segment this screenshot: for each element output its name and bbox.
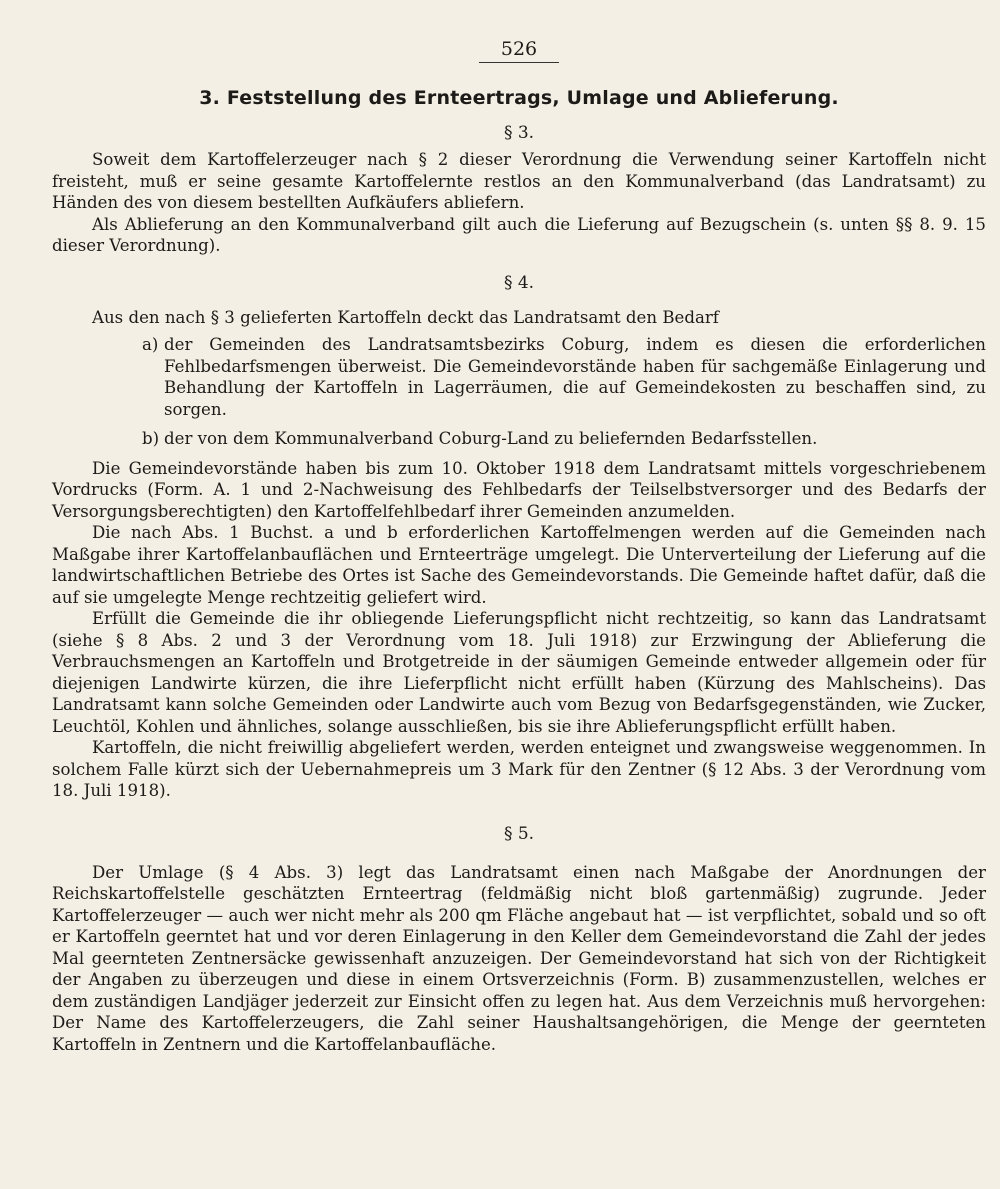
paragraph-5-text-1: Der Umlage (§ 4 Abs. 3) legt das Landratsamt einen nach Maßgabe der Anordnungen der Reichskartoffelstelle geschätzten Ernteertrag (feldmäßig nicht bloß gartenmäßig) zugrunde. Jeder Kartoffelerzeuger — auch wer nicht mehr als 200 qm Fläche angebaut hat — ist verpflichtet, sobald und so oft er Kartoffeln geerntet hat und vor deren Einlagerung in den Keller dem Gemeindevorstand die Zahl der jedes Mal geernteten Zentnersäcke gewissenhaft anzuzeigen. Der Gemeindevorstand hat sich von der Richtigkeit der Angaben zu überzeugen und diese in einem Ortsverzeichnis (Form. B) zusammenzustellen, welches er dem zuständigen Landjäger jederzeit zur Einsicht offen zu legen hat. Aus dem Verzeichnis muß hervorgehen: Der Name des Kartoffelerzeugers, die Zahl seiner Haushaltsangehörigen, die Menge der geernteten Kartoffeln in Zentnern und die Kartoffelanbaufläche. (52, 862, 986, 1054)
list-item-b-text: der von dem Kommunalverband Coburg-Land zu beliefernden Bedarfsstellen. (164, 429, 818, 448)
list-item-a (52, 334, 986, 420)
list-item-b-label: b) (142, 429, 160, 448)
list-item-b (52, 428, 986, 450)
paragraph-4-text-2: Die nach Abs. 1 Buchst. a und b erforderlichen Kartoffelmengen werden auf die Gemeinden nach Maßgabe ihrer Kartoffelanbauflächen und Ernteerträge umgelegt. Die Unterverteilung der Lieferung auf die landwirtschaftlichen Betriebe des Ortes ist Sache des Gemeindevorstands. Die Gemeinde haftet dafür, daß die auf sie umgelegte Menge rechtzeitig geliefert wird. (52, 523, 986, 607)
paragraph-3-heading: § 3. (503, 123, 535, 143)
paragraph-4-text-3: Erfüllt die Gemeinde die ihr obliegende Lieferungspflicht nicht rechtzeitig, so kann das Landratsamt (siehe § 8 Abs. 2 und 3 der Verordnung vom 18. Juli 1918) zur Erzwingung der Ablieferung die Verbrauchsmengen an Kartoffeln und Brotgetreide in der säumigen Gemeinde entweder allgemein oder für diejenigen Landwirte kürzen, die ihre Lieferpflicht nicht erfüllt haben (Kürzung des Mahlscheins). Das Landratsamt kann solche Gemeinden oder Landwirte auch vom Bezug von Bedarfsgegenständen, wie Zucker, Leuchtöl, Kohlen und ähnliches, solange ausschließen, bis sie ihre Ablieferungspflicht erfüllt haben. (52, 609, 986, 736)
paragraph-3-text-1: Soweit dem Kartoffelerzeuger nach § 2 dieser Verordnung die Verwendung seiner Kartoffeln nicht freisteht, muß er seine gesamte Kartoffelernte restlos an den Kommunalverband (das Landratsamt) zu Händen des von diesem bestellten Aufkäufers abliefern. (52, 150, 986, 212)
list-item-a-label: a) (142, 335, 159, 354)
paragraph-3-text-2: Als Ablieferung an den Kommunalverband gilt auch die Lieferung auf Bezugschein (s. unten §§ 8. 9. 15 dieser Verordnung). (52, 214, 986, 255)
list-item-a-text: der Gemeinden des Landratsamtsbezirks Coburg, indem es diesen die erforderlichen Fehlbedarfsmengen überweist. Die Gemeindevorstände haben für sachgemäße Einlagerung und Behandlung der Kartoffeln in Lagerräumen, die auf Gemeindekosten zu beschaffen sind, zu sorgen. (164, 335, 986, 419)
paragraph-4-text-4: Kartoffeln, die nicht freiwillig abgeliefert werden, werden enteignet und zwangsweise weggenommen. In solchem Falle kürzt sich der Uebernahmepreis um 3 Mark für den Zentner (§ 12 Abs. 3 der Verordnung vom 18. Juli 1918). (52, 738, 986, 800)
paragraph-5-heading: § 5. (503, 823, 535, 844)
page-number: 526 (479, 38, 559, 63)
paragraph-4-text-1: Die Gemeindevorstände haben bis zum 10. Oktober 1918 dem Landratsamt mittels vorgeschriebenem Vordrucks (Form. A. 1 und 2-Nachweisung des Fehlbedarfs der Teilselbstversorger und des Bedarfs der Versorgungsberechtigten) den Kartoffelfehlbedarf ihrer Gemeinden anzumelden. (52, 458, 986, 521)
paragraph-4-intro: Aus den nach § 3 gelieferten Kartoffeln deckt das Landratsamt den Bedarf (92, 307, 719, 327)
section-title: 3. Feststellung des Ernteertrags, Umlage und Ablieferung. (199, 87, 839, 109)
paragraph-4-heading: § 4. (503, 272, 535, 293)
